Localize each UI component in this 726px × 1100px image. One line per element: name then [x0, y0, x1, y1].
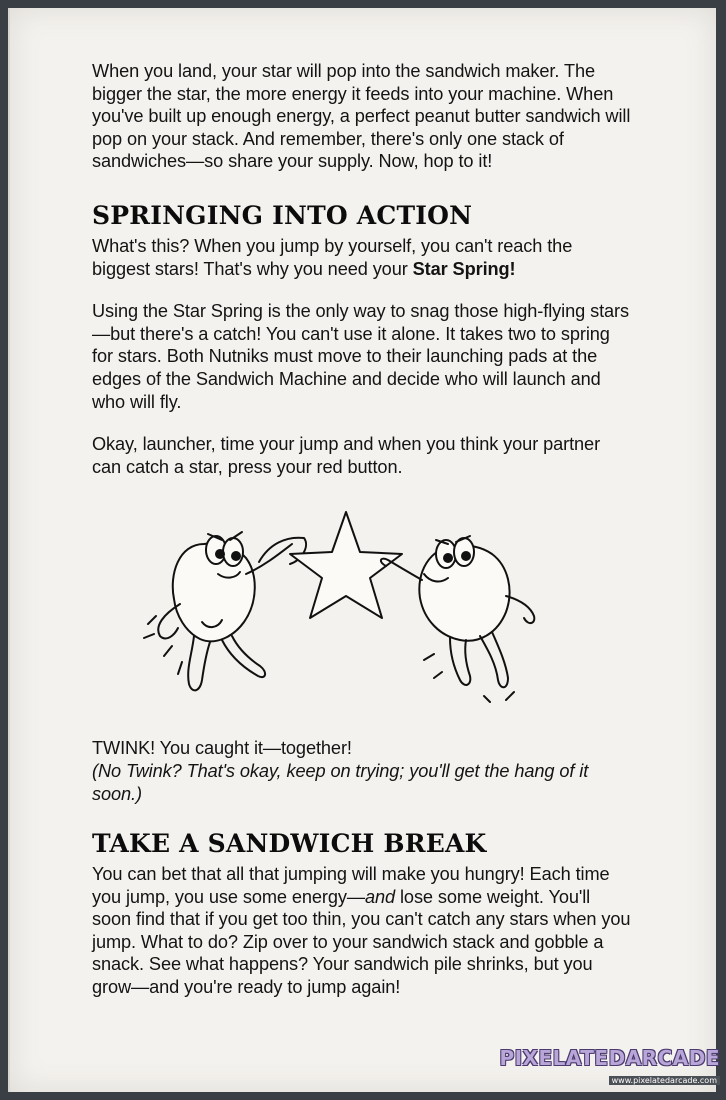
two-nutniks-holding-star-illustration [134, 504, 574, 709]
heading-springing-into-action: SPRINGING INTO ACTION [92, 200, 473, 230]
using-star-spring-paragraph: Using the Star Spring is the only way to snag those high-flying stars—but there's a catch! You can't use it alone. It takes two to spring for stars. Both Nutniks must move to their launching pads at the edges of the Sandwich Machine and decide who will launch and who will fly. [92, 301, 629, 412]
sandwich-break-paragraph [92, 863, 632, 999]
sandwich-break-text-1: You can bet that all that jumping will make you hungry! Each time you jump, you use some energy— [92, 864, 610, 907]
page-content [92, 60, 632, 999]
twink-line: TWINK! You caught it—together! [92, 738, 352, 759]
sandwich-break-emphasis: and [364, 886, 396, 907]
star-spring-bold: Star Spring! [412, 258, 516, 279]
twink-note-text: (No Twink? That's okay, keep on trying; you'll get the hang of it soon.) [92, 760, 589, 804]
watermark-url: www.pixelatedarcade.com [609, 1076, 720, 1085]
twink-note [92, 760, 632, 805]
sandwich-break-text-2: lose some weight. You'll soon find that if you get too thin, you can't catch any stars when you jump. What to do? Zip over to your sandwich stack and gobble a snack. See what happens? Your sandwich pile shrinks, but you grow—and you're ready to jump again! [92, 886, 631, 998]
launcher-paragraph: Okay, launcher, time your jump and when you think your partner can catch a star, press your red button. [92, 434, 601, 477]
right-nutnik-drawing [381, 536, 534, 702]
watermark [499, 1046, 720, 1088]
star-spring-text: What's this? When you jump by yourself, you can't reach the biggest stars! That's why you need your [92, 235, 573, 279]
star-spring-paragraph [92, 235, 632, 280]
heading-take-a-sandwich-break: TAKE A SANDWICH BREAK [92, 829, 487, 859]
watermark-title: PIXELATEDARCADE [499, 1046, 720, 1070]
intro-paragraph: When you land, your star will pop into the sandwich maker. The bigger the star, the more energy it feeds into your machine. When you've built up enough energy, a perfect peanut butter sandwich will pop on your stack. And remember, there's only one stack of sandwiches—so share your supply. Now, hop to it! [92, 61, 631, 172]
manual-page [8, 8, 716, 1092]
left-nutnik-drawing [144, 532, 306, 690]
